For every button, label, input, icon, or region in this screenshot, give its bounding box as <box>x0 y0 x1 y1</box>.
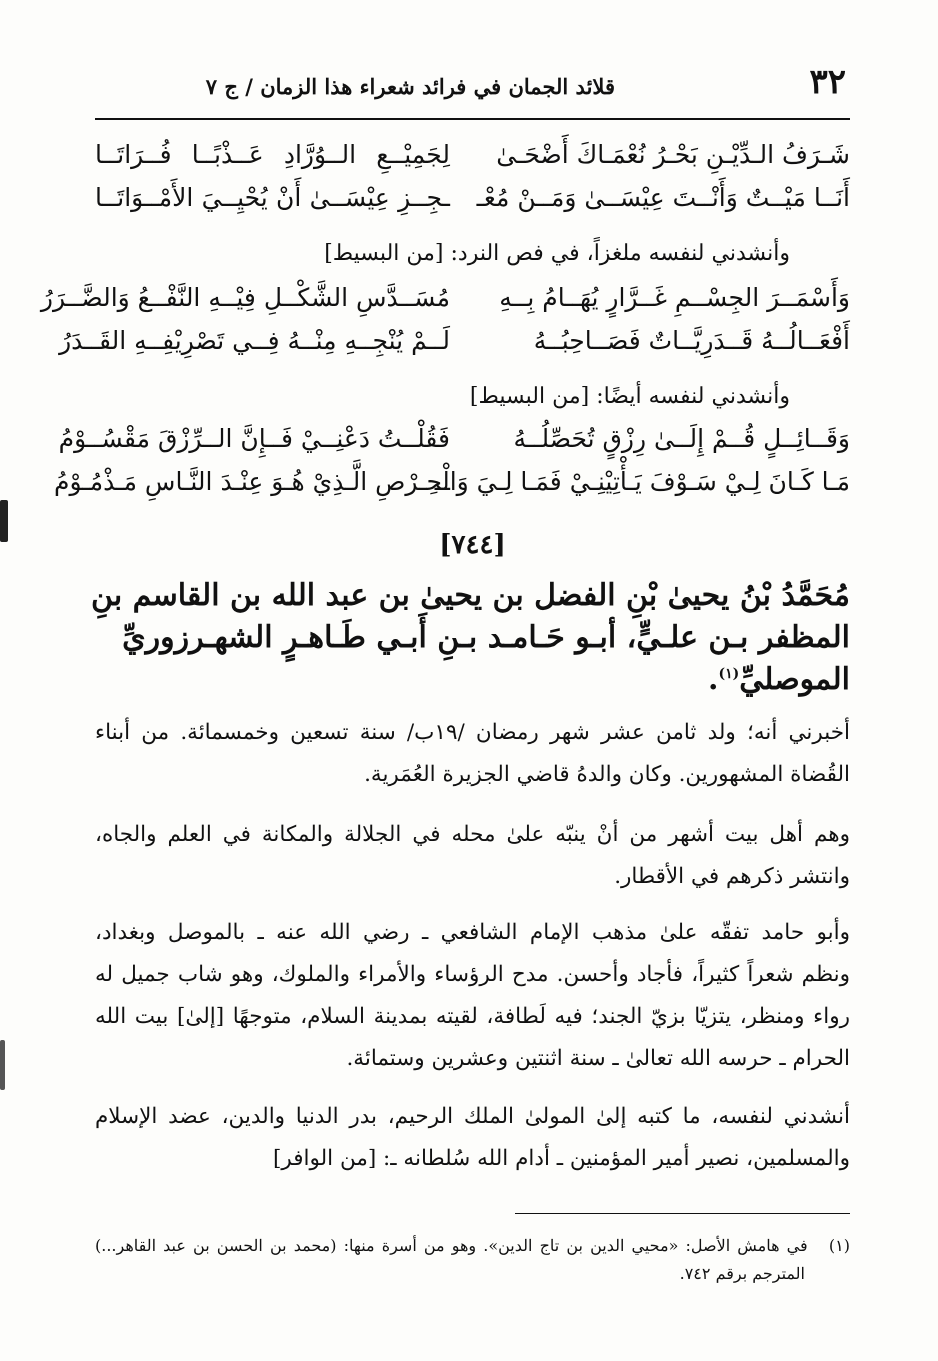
verse-first-hemistich: وَقَــائِــلٍ قُــمْ إِلَــىٰ رِزْقٍ تُحَصِّلُــهُ <box>513 424 850 453</box>
running-title: قلائد الجمان في فرائد شعراء هذا الزمان / ج ٧ <box>205 74 615 99</box>
verse-line <box>40 283 850 323</box>
verse-second-hemistich: ـجِــزِ عِيْسَــىٰ أَنْ يُحْيِــيَ الأَمْــوَاتَــا <box>95 183 450 212</box>
verse-first-hemistich: شَـرَفُ الـدِّيْـنِ بَحْـرُ نُعْمَـاكَ أَضْحَـىٰ <box>496 140 850 169</box>
verse-first-hemistich: أَفْعَــالُــهُ قَــدَرِيَّــاتٌ فَصَــاحِبُــهُ <box>533 326 850 355</box>
verse-line <box>59 326 850 366</box>
poem-intro: وأنشدني لنفسه أيضًا: [من البسيط] <box>469 384 790 409</box>
scan-edge-mark <box>0 1040 5 1090</box>
verse-line <box>54 467 850 507</box>
verse-first-hemistich: وَأَسْمَــرَ الجِسْــمِ غَــرَّارٍ يُهَــامُ بِــهِ <box>499 283 850 312</box>
footnote-line: المترجم برقم ٧٤٢. <box>679 1264 805 1283</box>
paragraph-line: وانتشر ذكرهم في الأقطار. <box>614 864 850 889</box>
header-rule <box>95 118 850 120</box>
page-header <box>95 62 850 114</box>
paragraph-line: أخبرني أنه؛ ولد ثامن عشر شهر رمضان /١٩ب/ سنة تسعين وخمسمائة. من أبناء <box>95 720 850 745</box>
verse-second-hemistich: ـحِـرْصِ الَّـذِيْ هُـوَ عِنْـدَ النَّـاسِ مَـذْمُـوْمُ <box>54 467 450 496</box>
entry-title-line <box>150 662 850 697</box>
verse-line <box>95 183 850 223</box>
paragraph-line: ونظم شعراً كثيراً، فأجاد وأحسن. مدح الرؤساء والأمراء والملوك، وهو شاب جميل له <box>95 962 850 987</box>
scan-edge-mark <box>0 500 8 542</box>
entry-title-end: الموصليِّ <box>739 662 850 697</box>
footnote-line <box>95 1236 850 1255</box>
paragraph-line: وهم أهل بيت أشهر من أنْ ينبّه علىٰ محله في الجلالة والمكانة في العلم والجاه، <box>95 822 850 847</box>
paragraph-line: رواء ومنظر، يتزيّا بزيّ الجند؛ فيه لَطافة، لقيته بمدينة السلام، متوجهًا [إلىٰ] بيت الله <box>95 1004 850 1029</box>
paragraph-line: والمسلمين، نصير أمير المؤمنين ـ أدام الله سُلطانه ـ: [من الوافر] <box>272 1146 850 1171</box>
paragraph-line: أنشدني لنفسه، ما كتبه إلىٰ المولىٰ الملك الرحيم، بدر الدنيا والدين، عضد الإسلام <box>95 1104 850 1129</box>
footnote-rule <box>515 1213 850 1214</box>
footnote-text: في هامش الأصل: «محيي الدين بن تاج الدين». وهو من أسرة منها: (محمد بن الحسن بن عبد القاهر...) <box>95 1236 808 1255</box>
entry-title-line: المظفر بـن علـيٍّ، أبـو حَـامـد بـنِ أَبـي طَـاهـرٍ الشهـرزوريِّ <box>122 620 850 655</box>
verse-second-hemistich: مُسَــدَّسِ الشَّكْــلِ فِيْــهِ النَّفْــعُ وَالضَّــرَرُ <box>40 283 450 312</box>
footnote-mark: (١) <box>828 1236 851 1255</box>
poem-intro: وأنشدني لنفسه ملغزاً، في فص النرد: [من البسيط] <box>324 241 790 266</box>
footnote-reference: (١) <box>718 666 740 682</box>
paragraph-line: الحرام ـ حرسه الله تعالىٰ ـ سنة اثنتين وعشرين وستمائة. <box>346 1046 850 1071</box>
entry-number: [٧٤٤] <box>439 530 506 560</box>
verse-line <box>95 140 850 180</box>
verse-line <box>58 424 850 464</box>
verse-second-hemistich: لِجَمِيْــعِ الــوُرَّادِ عَــذْبًــا فُــرَاتَــا <box>95 140 450 169</box>
verse-second-hemistich: فَقُلْــتُ دَعْنِــيْ فَــإِنَّ الــرِّزْقَ مَقْسُــوْمُ <box>58 424 450 453</box>
entry-title-period: . <box>708 662 719 697</box>
paragraph-line: القُضاة المشهورين. وكان والدهُ قاضي الجزيرة العُمَرية. <box>364 762 850 787</box>
verse-first-hemistich: أَنَــا مَيْــتٌ وَأَنْــتَ عِيْسَــىٰ وَمَــنْ مُعْـ <box>476 183 850 212</box>
verse-first-hemistich: مَـا كَـانَ لِـيْ سَـوْفَ يَـأْتِيْنِـيْ فَمَـا لِـيَ وَالْـ <box>434 467 850 496</box>
page-number: ٣٢ <box>809 62 846 102</box>
paragraph-line: وأبو حامد تفقّه علىٰ مذهب الإمام الشافعي ـ رضي الله عنه ـ بالموصل وبغداد، <box>95 920 850 945</box>
entry-title-line: مُحَمَّدُ بْنُ يحيىٰ بْنِ الفضل بن يحيىٰ بن عبد الله بن القاسم بنِ <box>91 578 850 613</box>
verse-second-hemistich: لَــمْ يُنْجِــهِ مِنْــهُ فِــي تَصْرِيْفِــهِ القَــدَرُ <box>59 326 450 355</box>
